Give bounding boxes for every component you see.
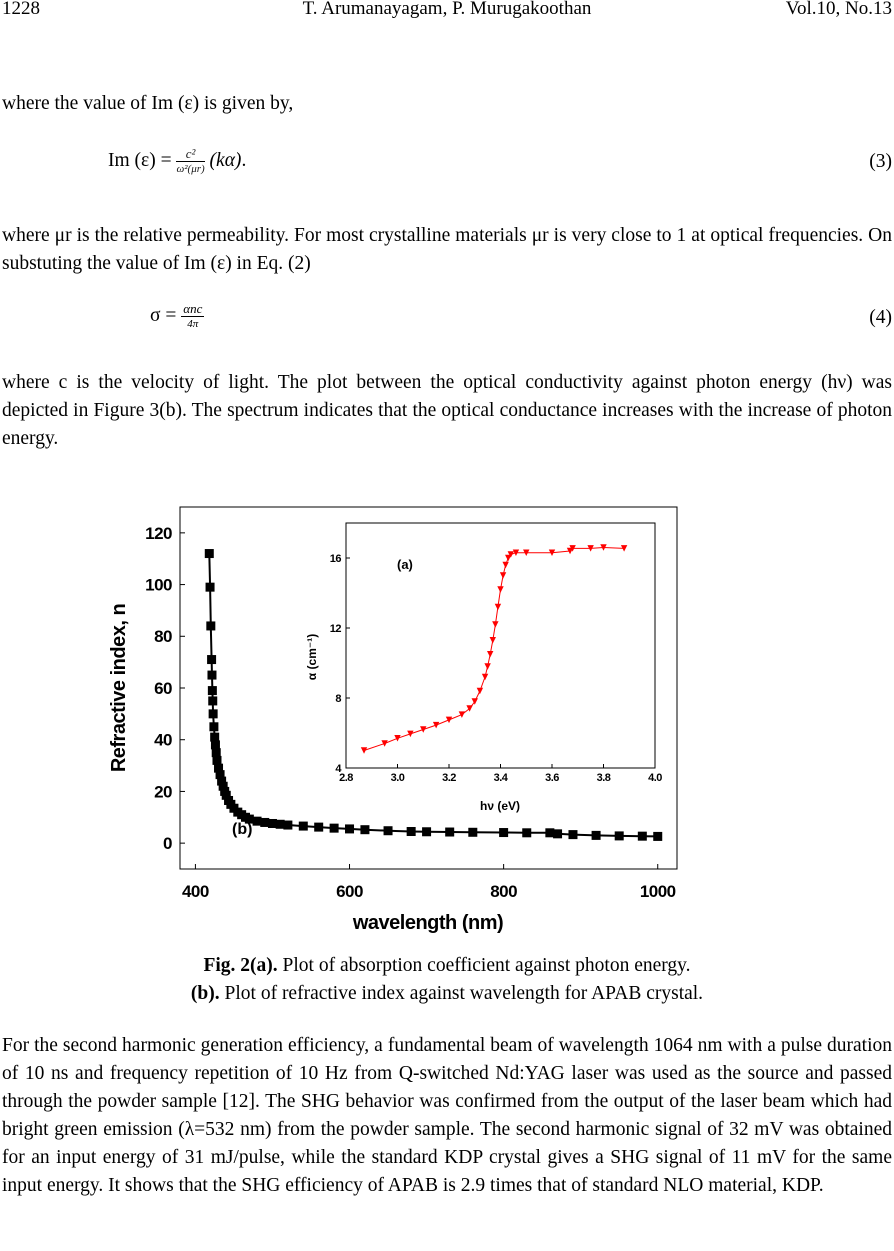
- caption-b-label: (b).: [190, 983, 220, 1004]
- page-number: 1228: [2, 0, 40, 19]
- caption-a-label: Fig. 2(a).: [203, 955, 278, 976]
- data-point: [207, 671, 216, 680]
- data-point: [360, 825, 369, 834]
- main-panel-label: (b): [232, 821, 253, 838]
- figure-caption-a: [0, 952, 894, 980]
- equation-3-numerator: c²: [176, 147, 204, 162]
- data-point: [283, 821, 292, 830]
- data-point: [522, 828, 531, 837]
- equation-3-lhs: Im (ε) =: [108, 149, 172, 171]
- data-point: [568, 830, 577, 839]
- y-tick-label: 8: [335, 692, 341, 705]
- x-tick-label: 1000: [639, 882, 676, 901]
- equation-3-fraction: [176, 147, 204, 176]
- paragraph-2: where μr is the relative permeability. For most crystalline materials μr is very close to 1 at optical frequencies. On substuting the value of Im (ε) in Eq. (2): [2, 225, 892, 274]
- y-tick-label: 20: [154, 782, 172, 802]
- paragraph-3: where c is the velocity of light. The plot between the optical conductivity against photon energy (hν) was depicted in Figure 3(b). The spectrum indicates that the optical conductance increases with the increase of photon energy.: [2, 372, 892, 449]
- equation-3-period: .: [241, 149, 247, 171]
- equation-4: [150, 302, 204, 331]
- x-tick-label: 2.8: [339, 772, 353, 784]
- data-point: [499, 828, 508, 837]
- x-tick-label: 3.6: [545, 772, 559, 784]
- data-point: [653, 832, 662, 841]
- figure-caption-b: [0, 980, 894, 1008]
- y-tick-label: 120: [145, 523, 172, 543]
- y-tick-label: 16: [329, 552, 341, 565]
- data-point: [592, 831, 601, 840]
- data-point: [407, 827, 416, 836]
- data-point: [553, 829, 562, 838]
- running-header-authors: T. Arumanayagam, P. Murugakoothan: [302, 0, 592, 19]
- figure-2: [0, 490, 894, 940]
- paragraph-1: where the value of Im (ε) is given by,: [2, 93, 294, 114]
- equation-4-fraction: [181, 302, 204, 331]
- data-point: [210, 733, 219, 742]
- data-point: [209, 722, 218, 731]
- data-point: [638, 832, 647, 841]
- data-point: [384, 826, 393, 835]
- inset-x-axis-label: hν (eV): [479, 799, 521, 813]
- equation-3: [108, 147, 246, 176]
- inset-panel-label: (a): [397, 557, 413, 572]
- data-point: [276, 820, 285, 829]
- x-tick-label: 3.8: [596, 772, 611, 784]
- equation-4-number: (4): [869, 307, 892, 328]
- x-tick-label: 600: [336, 882, 363, 901]
- data-point: [299, 822, 308, 831]
- equation-4-numerator: αnc: [183, 301, 203, 316]
- data-point: [260, 818, 269, 827]
- inset-y-axis-label: α (cm⁻¹): [305, 633, 319, 681]
- data-point: [206, 621, 215, 630]
- data-point: [422, 827, 431, 836]
- data-point: [209, 709, 218, 718]
- data-point: [615, 831, 624, 840]
- paragraph-4: For the second harmonic generation efficiency, a fundamental beam of wavelength 1064 nm with a pulse duration of 10 ns and frequency repetition of 10 Hz from Q-switched Nd:YAG laser was used as the source and passed through the powder sample [12]. The SHG behavior was confirmed from the output of the laser beam which had bright green emission (λ=532 nm) from the powder sample. The second harmonic signal of 32 mV was obtained for an input energy of 31 mJ/pulse, while the standard KDP crystal gives a SHG signal of 11 mV for the same input energy. It shows that the SHG efficiency of APAB is 2.9 times that of standard NLO material, KDP.: [2, 1035, 892, 1196]
- data-point: [445, 828, 454, 837]
- y-tick-label: 40: [154, 730, 172, 750]
- caption-b-text: Plot of refractive index against wavelength for APAB crystal.: [219, 983, 704, 1004]
- data-point: [208, 686, 217, 695]
- data-point: [207, 655, 216, 664]
- data-point: [208, 696, 217, 705]
- data-point: [211, 740, 220, 749]
- data-point: [314, 823, 323, 832]
- y-tick-label: 4: [335, 762, 341, 775]
- x-tick-label: 3.2: [442, 772, 456, 784]
- equation-4-lhs: σ =: [150, 304, 177, 326]
- main-x-axis-label: wavelength (nm): [352, 912, 504, 934]
- y-tick-label: 0: [163, 834, 172, 854]
- data-point: [205, 549, 214, 558]
- y-tick-label: 60: [154, 678, 172, 698]
- x-tick-label: 3.0: [390, 772, 405, 784]
- equation-3-denominator: ω²(μr): [176, 163, 205, 175]
- equation-3-number: (3): [869, 151, 892, 172]
- data-point: [212, 748, 221, 757]
- x-tick-label: 800: [490, 882, 518, 901]
- inset-plot-frame: [346, 523, 655, 768]
- data-point: [253, 817, 262, 826]
- data-point: [212, 756, 221, 765]
- y-tick-label: 80: [154, 627, 172, 647]
- data-point: [330, 824, 339, 833]
- equation-3-factor: (kα): [209, 149, 242, 171]
- data-point: [268, 819, 277, 828]
- x-tick-label: 4.0: [648, 772, 662, 784]
- data-point: [345, 824, 354, 833]
- x-tick-label: 400: [181, 882, 209, 901]
- y-tick-label: 12: [329, 622, 341, 635]
- equation-4-denominator: 4π: [187, 318, 199, 330]
- y-tick-label: 100: [145, 575, 172, 595]
- data-point: [545, 828, 554, 837]
- running-header-volume: Vol.10, No.13: [785, 0, 892, 19]
- caption-a-text: Plot of absorption coefficient against photon energy.: [277, 955, 691, 976]
- data-point: [468, 828, 477, 837]
- x-tick-label: 3.4: [493, 772, 508, 784]
- data-point: [206, 583, 215, 592]
- main-y-axis-label: Refractive index, n: [108, 603, 130, 773]
